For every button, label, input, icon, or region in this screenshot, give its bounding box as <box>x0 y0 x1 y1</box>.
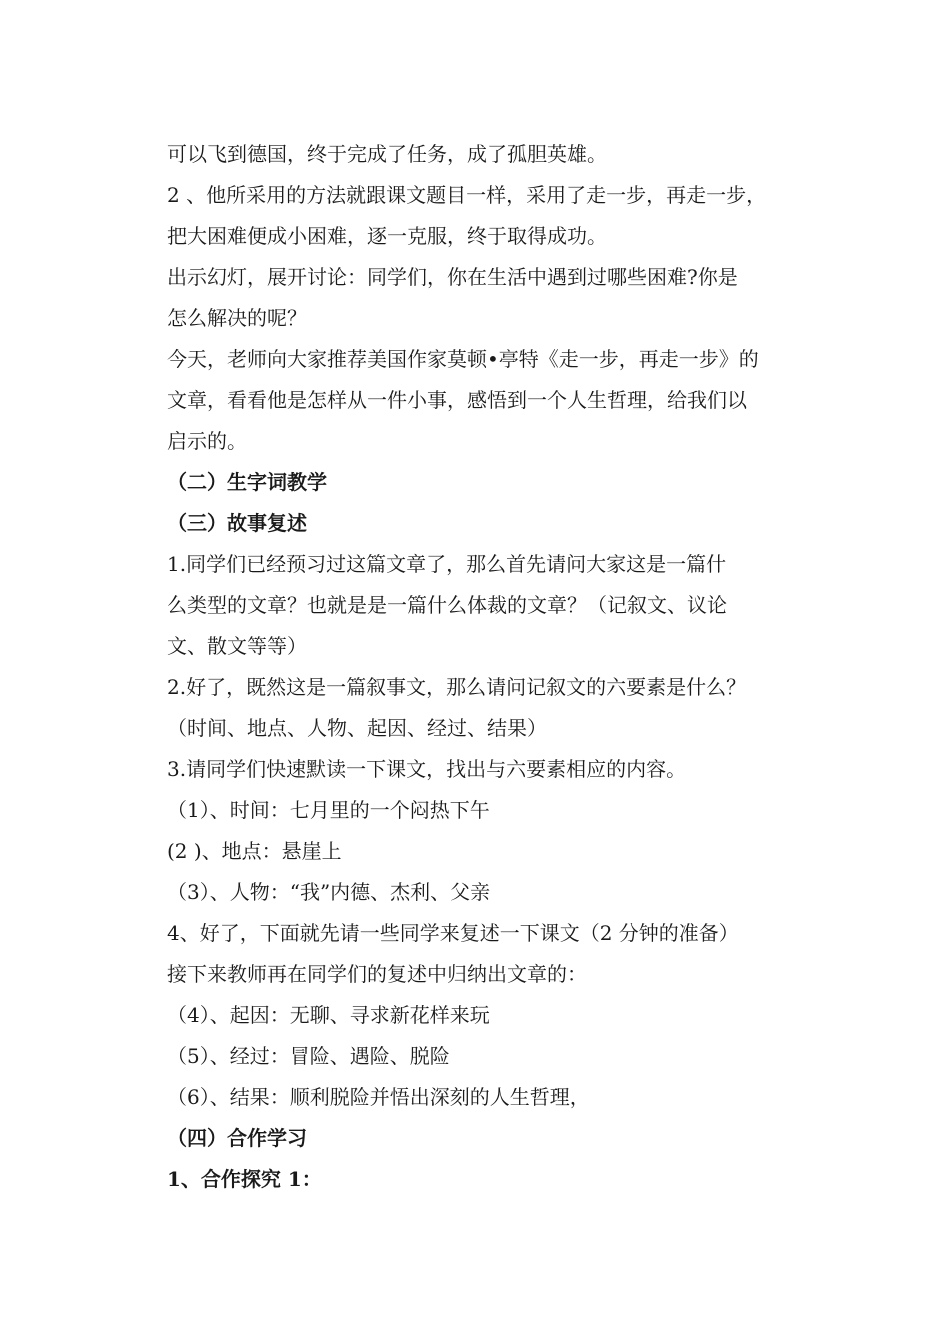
section-heading: （三）故事复述 <box>167 511 307 535</box>
list-item: （5）、经过：冒险、遇险、脱险 <box>167 1044 450 1068</box>
text-line: 可以飞到德国，终于完成了任务，成了孤胆英雄。 <box>167 142 607 166</box>
text-line: 启示的。 <box>167 429 247 453</box>
subsection-heading: 1、合作探究 1： <box>167 1167 322 1191</box>
text-line: 文、散文等等） <box>167 634 307 658</box>
document-body <box>167 134 807 1200</box>
text-line: 2.好了，既然这是一篇叙事文，那么请问记叙文的六要素是什么？ <box>167 675 747 699</box>
text-line: 1.同学们已经预习过这篇文章了，那么首先请问大家这是一篇什 <box>167 552 727 576</box>
text-line: 4、好了，下面就先请一些同学来复述一下课文（2 分钟的准备） <box>167 921 739 945</box>
text-line: 文章，看看他是怎样从一件小事，感悟到一个人生哲理，给我们以 <box>167 388 747 412</box>
text-line: （时间、地点、人物、起因、经过、结果） <box>167 716 547 740</box>
section-heading: （二）生字词教学 <box>167 470 327 494</box>
list-item: （1）、时间：七月里的一个闷热下午 <box>167 798 490 822</box>
list-item: （4）、起因：无聊、寻求新花样来玩 <box>167 1003 490 1027</box>
section-heading: （四）合作学习 <box>167 1126 307 1150</box>
text-line: 接下来教师再在同学们的复述中归纳出文章的： <box>167 962 587 986</box>
text-line: 3.请同学们快速默读一下课文，找出与六要素相应的内容。 <box>167 757 687 781</box>
list-item: (2 )、地点：悬崖上 <box>167 839 342 863</box>
text-line: 么类型的文章？也就是是一篇什么体裁的文章？（记叙文、议论 <box>167 593 727 617</box>
text-line: 出示幻灯，展开讨论：同学们，你在生活中遇到过哪些困难?你是 <box>167 265 738 289</box>
text-line: 今天，老师向大家推荐美国作家莫顿•亭特《走一步，再走一步》的 <box>167 347 759 371</box>
list-item: （3）、人物：“我”内德、杰利、父亲 <box>167 880 491 904</box>
text-line: 把大困难便成小困难，逐一克服，终于取得成功。 <box>167 224 607 248</box>
text-line: 怎么解决的呢？ <box>167 306 307 330</box>
text-line: 2 、他所采用的方法就跟课文题目一样，采用了走一步，再走一步， <box>167 183 767 207</box>
list-item: （6）、结果：顺利脱险并悟出深刻的人生哲理， <box>167 1085 590 1109</box>
